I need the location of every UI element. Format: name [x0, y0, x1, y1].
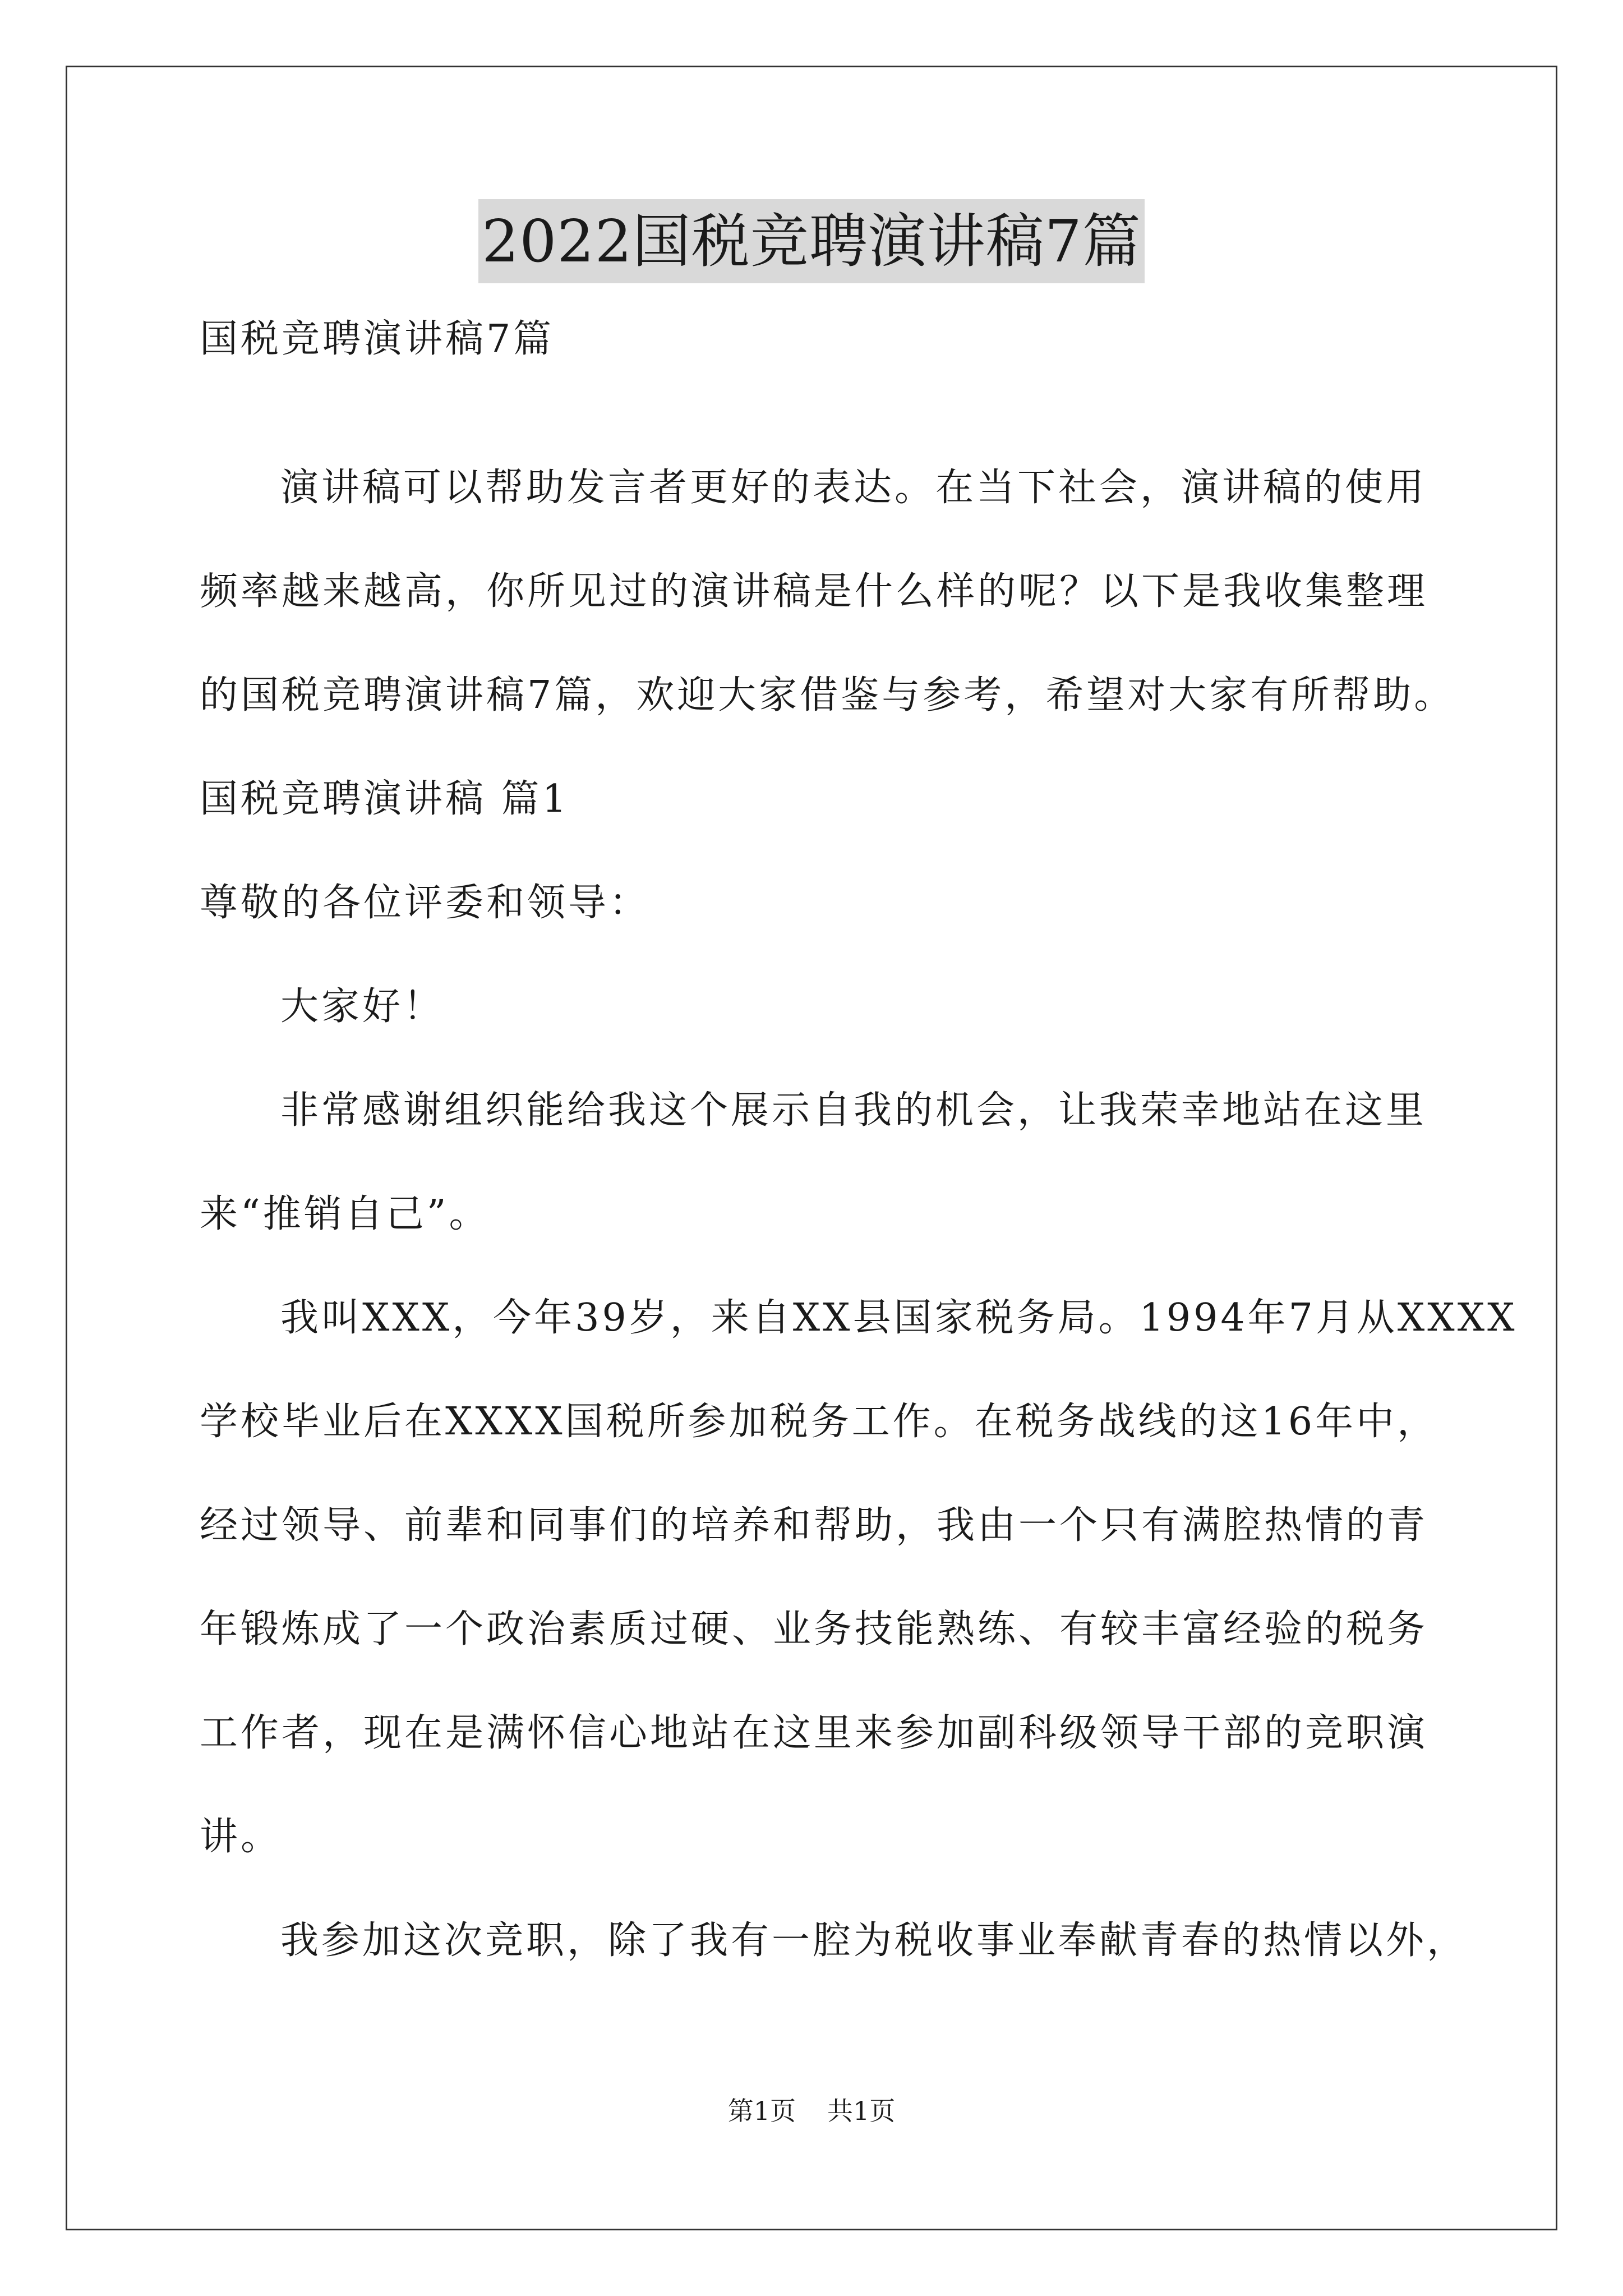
subtitle-line: 国税竞聘演讲稿7篇 [200, 317, 555, 361]
section-heading: 国税竞聘演讲稿 篇1 [200, 777, 569, 821]
paragraph-line: 频率越来越高，你所见过的演讲稿是什么样的呢？以下是我收集整理 [200, 569, 1428, 614]
paragraph-line: 学校毕业后在XXXX国税所参加税务工作。在税务战线的这16年中， [200, 1400, 1438, 1444]
paragraph-line: 我参加这次竞职，除了我有一腔为税收事业奉献青春的热情以外， [280, 1918, 1468, 1963]
page-footer [0, 2091, 1623, 2131]
title-block [0, 199, 1623, 283]
paragraph-line: 讲。 [200, 1815, 282, 1859]
page-total: 共1页 [827, 2096, 896, 2126]
salutation: 尊敬的各位评委和领导： [200, 881, 651, 925]
paragraph-line: 工作者，现在是满怀信心地站在这里来参加副科级领导干部的竞职演 [200, 1711, 1428, 1755]
paragraph-line: 非常感谢组织能给我这个展示自我的机会，让我荣幸地站在这里 [280, 1088, 1427, 1133]
paragraph-line: 经过领导、前辈和同事们的培养和帮助，我由一个只有满腔热情的青 [200, 1503, 1428, 1548]
page-border [66, 66, 1557, 2230]
paragraph-line: 我叫XXX，今年39岁，来自XX县国家税务局。1994年7月从XXXX [280, 1296, 1518, 1340]
paragraph-line: 年锻炼成了一个政治素质过硬、业务技能熟练、有较丰富经验的税务 [200, 1607, 1428, 1651]
paragraph-line: 的国税竞聘演讲稿7篇，欢迎大家借鉴与参考，希望对大家有所帮助。 [200, 673, 1455, 717]
paragraph-line: 来“推销自己”。 [200, 1192, 490, 1236]
greeting: 大家好！ [280, 984, 445, 1029]
paragraph-line: 演讲稿可以帮助发言者更好的表达。在当下社会，演讲稿的使用 [280, 466, 1427, 510]
page-number: 第1页 [727, 2096, 796, 2126]
document-title: 2022国税竞聘演讲稿7篇 [478, 199, 1145, 283]
